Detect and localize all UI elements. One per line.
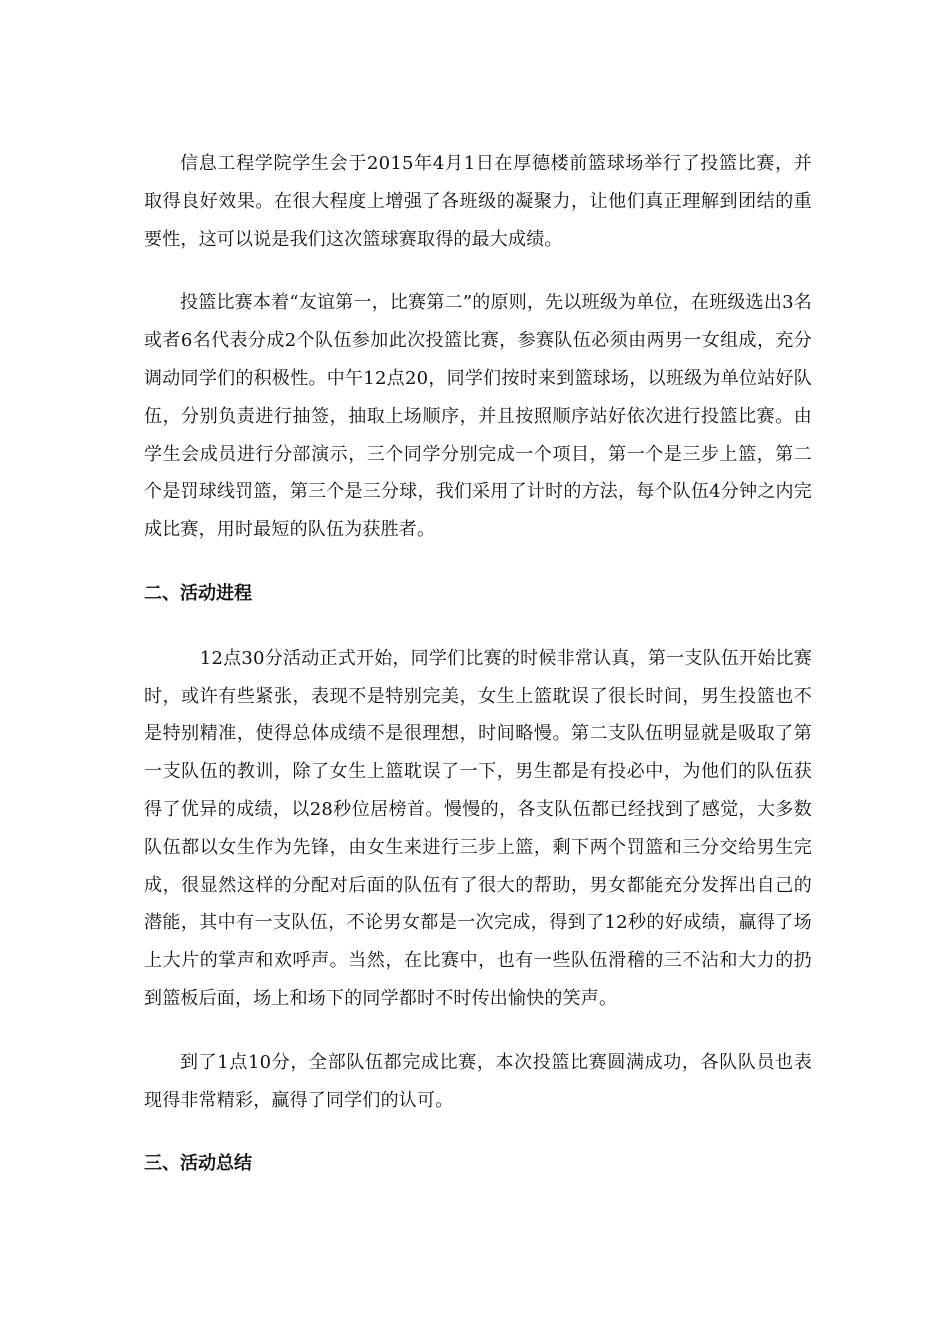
- rules-paragraph: 投篮比赛本着“友谊第一，比赛第二”的原则，先以班级为单位，在班级选出3名或者6名代表分成2个队伍参加此次投篮比赛，参赛队伍必须由两男一女组成，充分调动同学们的积极性。中午12点20，同学们按时来到篮球场，以班级为单位站好队伍，分别负责进行抽签，抽取上场顺序，并且按照顺序站好依次进行投篮比赛。由学生会成员进行分部演示，三个同学分别完成一个项目，第一个是三步上篮，第二个是罚球线罚篮，第三个是三分球，我们采用了计时的方法，每个队伍4分钟之内完成比赛，用时最短的队伍为获胜者。: [144, 292, 812, 541]
- heading-spacer: [144, 613, 812, 640]
- document-body: [144, 145, 812, 1183]
- section-spacer: [144, 1119, 812, 1145]
- section-heading-summary: 三、活动总结: [144, 1153, 252, 1175]
- paragraph-spacer: [144, 258, 812, 284]
- section-spacer: [144, 549, 812, 575]
- section-heading-process: 二、活动进程: [144, 582, 252, 604]
- process-paragraph: 12点30分活动正式开始，同学们比赛的时候非常认真，第一支队伍开始比赛时，或许有些紧张，表现不是特别完美，女生上篮耽误了很长时间，男生投篮也不是特别精准，使得总体成绩不是很理想，时间略慢。第二支队伍明显就是吸取了第一支队伍的教训，除了女生上篮耽误了一下，男生都是有投必中，为他们的队伍获得了优异的成绩，以28秒位居榜首。慢慢的，各支队伍都已经找到了感觉，大多数队伍都以女生作为先锋，由女生来进行三步上篮，剩下两个罚篮和三分交给男生完成，很显然这样的分配对后面的队伍有了很大的帮助，男女都能充分发挥出自己的潜能，其中有一支队伍，不论男女都是一次完成，得到了12秒的好成绩，赢得了场上大片的掌声和欢呼声。当然，在比赛中，也有一些队伍滑稽的三不沾和大力的扔到篮板后面，场上和场下的同学都时不时传出愉快的笑声。: [144, 647, 812, 1009]
- paragraph-spacer: [144, 1018, 812, 1044]
- conclusion-paragraph: 到了1点10分，全部队伍都完成比赛，本次投篮比赛圆满成功，各队队员也表现得非常精彩，赢得了同学们的认可。: [144, 1051, 812, 1111]
- intro-paragraph: 信息工程学院学生会于2015年4月1日在厚德楼前篮球场举行了投篮比赛，并取得良好效果。在很大程度上增强了各班级的凝聚力，让他们真正理解到团结的重要性，这可以说是我们这次篮球赛取得的最大成绩。: [144, 153, 812, 250]
